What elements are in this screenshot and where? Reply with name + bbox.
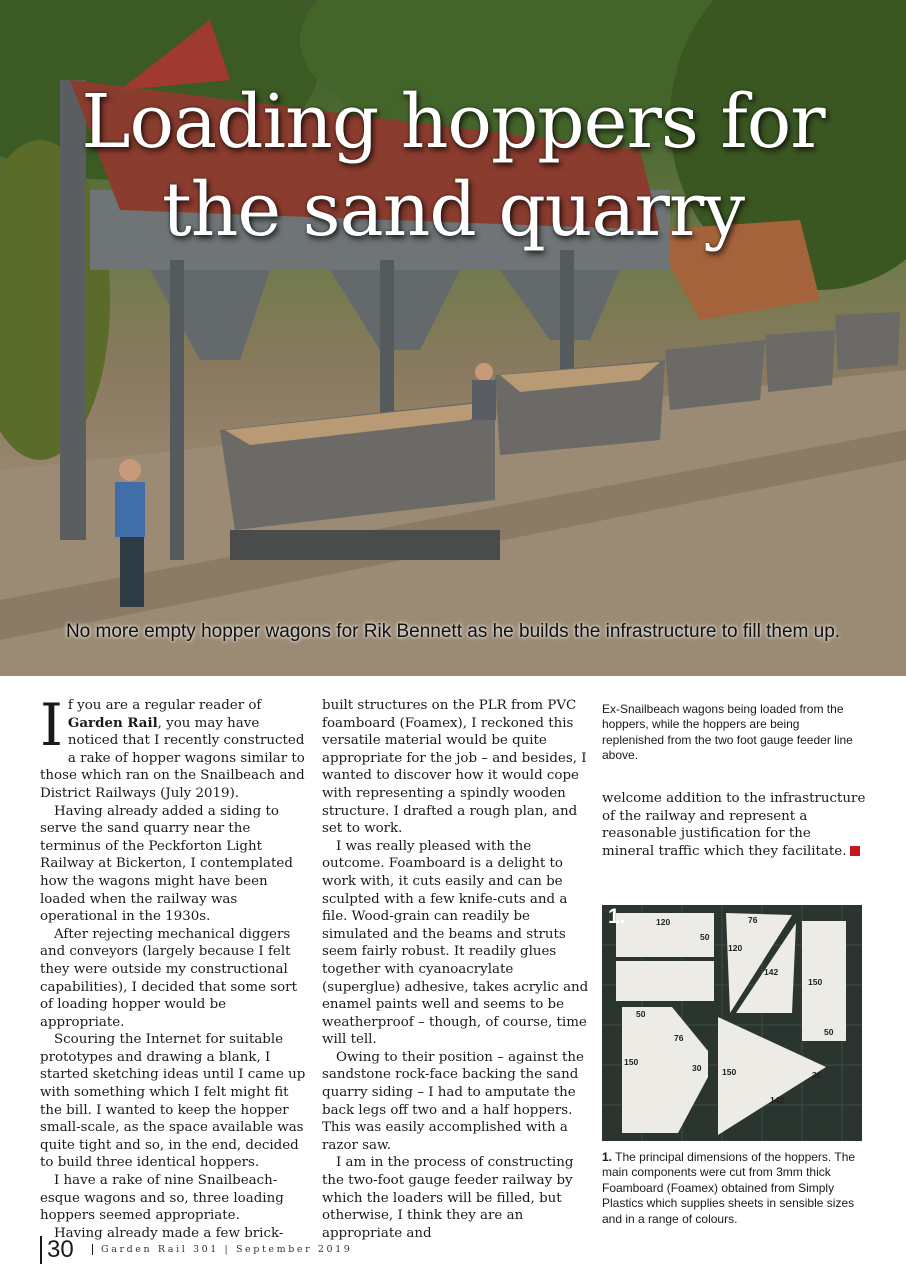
dimension-label: 30 [812, 1070, 822, 1080]
figure-number: 1. [608, 905, 626, 928]
article-paragraph: Having already made a few brick- [54, 1225, 284, 1241]
title-line-2: the sand quarry [161, 167, 745, 253]
article-title [0, 78, 906, 254]
intro-text-continued: , you may have noticed that I recently constructed a rake of hopper wagons similar to those which ran on the Snailbeach and District Railways (July 2019). [40, 715, 305, 801]
figure-1-caption [602, 1150, 864, 1227]
magazine-name: Garden Rail [67, 714, 158, 731]
article-paragraph: I am in the process of constructing the two-foot gauge feeder railway by which the loaders will be filled, but otherwise, I think they are an appropriate and [322, 1155, 574, 1241]
figure-caption-text: The principal dimensions of the hoppers. The main components were cut from 3mm thick Foamboard (Foamex) obtained from Simply Plastics which supplies sheets in sensible sizes and in a range of colours. [602, 1150, 856, 1226]
article-paragraph: Having already added a siding to serve the sand quarry near the terminus of the Peckforton Light Railway at Bickerton, I contemplated how the wagons might have been loaded when the railway was operational in the 1930s. [40, 803, 293, 925]
article-paragraph: After rejecting mechanical diggers and conveyors (largely because I felt they were outside my constructional capabilities), I decided that some sort of loading hopper would be appropriate. [40, 926, 297, 1030]
article-column-2 [322, 697, 590, 1242]
dimension-label: 50 [700, 932, 710, 942]
footer-publication: Garden Rail 301 | September 2019 [92, 1244, 352, 1255]
article-paragraph: Owing to their position – against the sandstone rock-face backing the sand quarry siding – I had to amputate the back legs off two and a half hoppers. This was easily accomplished with a razor saw. [322, 1049, 584, 1153]
intro-text: f you are a regular reader of [67, 698, 262, 713]
article-paragraph: I have a rake of nine Snailbeach-esque wagons and so, three loading hoppers seemed appropriate. [40, 1173, 284, 1224]
dimension-label: 50 [636, 1009, 646, 1019]
dimension-label: 30 [692, 1063, 702, 1073]
article-paragraph [40, 691, 308, 803]
page-number: 30 [40, 1236, 74, 1264]
foamboard-parts-illustration [602, 905, 862, 1141]
closing-text: welcome addition to the infrastructure of the railway and represent a reasonable justification for the mineral traffic which they facilitate. [602, 791, 866, 859]
dimension-label: 76 [748, 915, 758, 925]
article-paragraph: Scouring the Internet for suitable prototypes and drawing a blank, I started sketching ideas until I came up with something which I felt might fit the bill. I wanted to keep the hopper small-scale, as the space available was quite tight and so, in the end, decided to build three identical hoppers. [40, 1032, 306, 1171]
drop-cap: I [40, 691, 63, 759]
end-mark-icon [850, 846, 860, 856]
article-column-1 [40, 691, 308, 1242]
dimension-label: 142 [764, 967, 779, 977]
dimension-label: 76 [674, 1033, 684, 1043]
title-line-1: Loading hoppers for [81, 79, 825, 165]
article-paragraph: built structures on the PLR from PVC foamboard (Foamex), I reckoned this versatile material would be quite appropriate for the job – and besides, I wanted to discover how it would cope with representing a spindly wooden structure. I drafted a rough plan, and set to work. [322, 698, 587, 837]
hero-caption: No more empty hopper wagons for Rik Bennett as he builds the infrastructure to fill them up. [65, 621, 841, 642]
article-column-3 [602, 790, 866, 860]
dimension-label: 50 [824, 1027, 834, 1037]
figure-caption-number: 1. [602, 1150, 613, 1164]
dimension-label: 142 [770, 1095, 785, 1105]
dimension-label: 120 [728, 943, 743, 953]
dimension-label: 150 [722, 1067, 737, 1077]
dimension-label: 150 [808, 977, 823, 987]
hero-photo-caption: Ex-Snailbeach wagons being loaded from the hoppers, while the hoppers are being replenished from the two foot gauge feeder line above. [602, 702, 853, 763]
article-paragraph: I was really pleased with the outcome. Foamboard is a delight to work with, it cuts easily and can be sculpted with a few knife-cuts and a file. Wood-grain can readily be simulated and the beams and struts seem fairly robust. It readily glues together with cyanoacrylate (superglue) adhesive, takes acrylic and enamel paints well and seems to be weatherproof – though, of course, time will tell. [322, 838, 589, 1048]
dimension-label: 120 [656, 917, 671, 927]
figure-1-photo [602, 905, 862, 1141]
dimension-label: 150 [624, 1057, 639, 1067]
article-paragraph [602, 790, 866, 860]
